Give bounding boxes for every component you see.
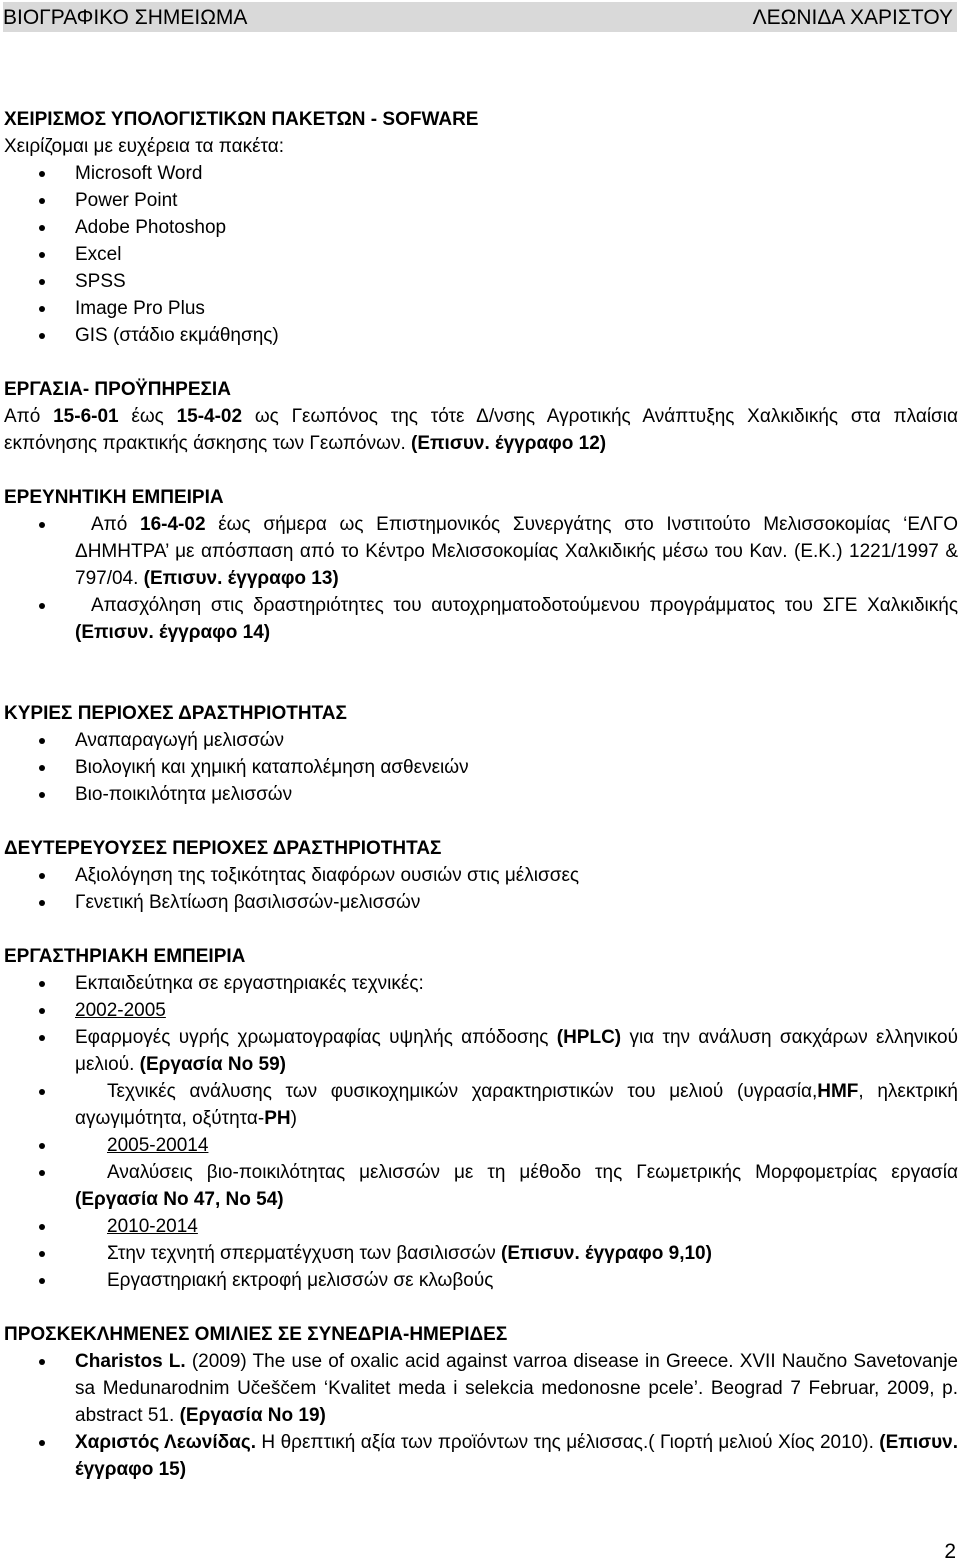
secondary-areas-list bbox=[4, 862, 958, 916]
list-item: Τεχνικές ανάλυσης των φυσικοχημικών χαρακτηριστικών του μελιού (υγρασία,HMF, ηλεκτρική αγωγιμότητα, οξύτητα-PH) bbox=[4, 1078, 958, 1132]
list-item: Από 16-4-02 έως σήμερα ως Επιστημονικός Συνεργάτης στο Ινστιτούτο Μελισσοκομίας ‘ΕΛΓΟ ΔΗΜΗΤΡΑ’ με απόσπαση από το Κέντρο Μελισσοκομίας Χαλκιδικής μέσω του Καν. (Ε.Κ.) 1221/1997 & 797/04. (Επισυν. έγγραφο 13) bbox=[4, 511, 958, 592]
list-item: Βιο-ποικιλότητα μελισσών bbox=[4, 781, 958, 808]
software-intro: Χειρίζομαι με ευχέρεια τα πακέτα: bbox=[4, 136, 285, 157]
lab-list bbox=[4, 970, 958, 1294]
list-item: Εργαστηριακή εκτροφή μελισσών σε κλωβούς bbox=[4, 1267, 958, 1294]
list-item: Αξιολόγηση της τοξικότητας διαφόρων ουσιών στις μέλισσες bbox=[4, 862, 958, 889]
list-item: Γενετική Βελτίωση βασιλισσών-μελισσών bbox=[4, 889, 958, 916]
list-item: Microsoft Word bbox=[4, 160, 958, 187]
list-item: Στην τεχνητή σπερματέγχυση των βασιλισσών (Επισυν. έγγραφο 9,10) bbox=[4, 1240, 958, 1267]
work-heading: ΕΡΓΑΣΙΑ- ΠΡΟΫΠΗΡΕΣΙΑ bbox=[4, 379, 231, 400]
page-header bbox=[3, 2, 957, 32]
software-heading: ΧΕΙΡΙΣΜΟΣ ΥΠΟΛΟΓΙΣΤΙΚΩΝ ΠΑΚΕΤΩΝ - SOFWARE bbox=[4, 109, 479, 130]
list-item: Αναπαραγωγή μελισσών bbox=[4, 727, 958, 754]
talks-heading: ΠΡΟΣΚΕΚΛΗΜΕΝΕΣ ΟΜΙΛΙΕΣ ΣΕ ΣΥΝΕΔΡΙΑ-ΗΜΕΡΙΔΕΣ bbox=[4, 1324, 508, 1345]
list-item: Charistos L. (2009) The use of oxalic acid against varroa disease in Greece. XVII Naučno Savetovanje sa Medunarodnim Učeščem ‘Kvalitet meda i selekcia medonosne pcele’. Beograd 7 Februar, 2009, p. abstract 51. (Εργασία Νο 19) bbox=[4, 1348, 958, 1429]
talks-list bbox=[4, 1348, 958, 1483]
list-item: Εφαρμογές υγρής χρωματογραφίας υψηλής απόδοσης (HPLC) για την ανάλυση σακχάρων ελληνικού μελιού. (Εργασία Νο 59) bbox=[4, 1024, 958, 1078]
header-name: ΛΕΩΝΙΔΑ ΧΑΡΙΣΤΟΥ bbox=[752, 5, 953, 29]
list-item: Power Point bbox=[4, 187, 958, 214]
header-title: ΒΙΟΓΡΑΦΙΚΟ ΣΗΜΕΙΩΜΑ bbox=[3, 5, 248, 29]
list-item: 2005-20014 bbox=[4, 1132, 958, 1159]
page-number: 2 bbox=[944, 1540, 956, 1563]
research-list bbox=[4, 511, 958, 646]
list-item: Excel bbox=[4, 241, 958, 268]
list-item: Απασχόληση στις δραστηριότητες του αυτοχρηματοδοτούμενου προγράμματος του ΣΓΕ Χαλκιδικής (Επισυν. έγγραφο 14) bbox=[4, 592, 958, 646]
list-item: Adobe Photoshop bbox=[4, 214, 958, 241]
main-areas-list bbox=[4, 727, 958, 808]
document-body bbox=[4, 106, 958, 1483]
software-list bbox=[4, 160, 958, 349]
list-item: Χαριστός Λεωνίδας. Η θρεπτική αξία των προϊόντων της μέλισσας.( Γιορτή μελιού Χίος 2010). (Επισυν. έγγραφο 15) bbox=[4, 1429, 958, 1483]
list-item: Αναλύσεις βιο-ποικιλότητας μελισσών με τη μέθοδο της Γεωμετρικής Μορφομετρίας εργασία (Εργασία Νο 47, Νο 54) bbox=[4, 1159, 958, 1213]
list-item: 2002-2005 bbox=[4, 997, 958, 1024]
list-item: 2010-2014 bbox=[4, 1213, 958, 1240]
list-item: Image Pro Plus bbox=[4, 295, 958, 322]
work-paragraph: Από 15-6-01 έως 15-4-02 ως Γεωπόνος της τότε Δ/νσης Αγροτικής Ανάπτυξης Χαλκιδικής στα πλαίσια εκπόνησης πρακτικής άσκησης των Γεωπόνων. (Επισυν. έγγραφο 12) bbox=[4, 406, 958, 454]
lab-heading: ΕΡΓΑΣΤΗΡΙΑΚΗ ΕΜΠΕΙΡΙΑ bbox=[4, 946, 246, 967]
research-heading: ΕΡΕΥΝΗΤΙΚΗ ΕΜΠΕΙΡΙΑ bbox=[4, 487, 224, 508]
secondary-areas-heading: ΔΕΥΤΕΡΕΥΟΥΣΕΣ ΠΕΡΙΟΧΕΣ ΔΡΑΣΤΗΡΙΟΤΗΤΑΣ bbox=[4, 838, 442, 859]
main-areas-heading: ΚΥΡΙΕΣ ΠΕΡΙΟΧΕΣ ΔΡΑΣΤΗΡΙΟΤΗΤΑΣ bbox=[4, 703, 347, 724]
list-item: Εκπαιδεύτηκα σε εργαστηριακές τεχνικές: bbox=[4, 970, 958, 997]
list-item: SPSS bbox=[4, 268, 958, 295]
list-item: Βιολογική και χημική καταπολέμηση ασθενειών bbox=[4, 754, 958, 781]
list-item: GIS (στάδιο εκμάθησης) bbox=[4, 322, 958, 349]
